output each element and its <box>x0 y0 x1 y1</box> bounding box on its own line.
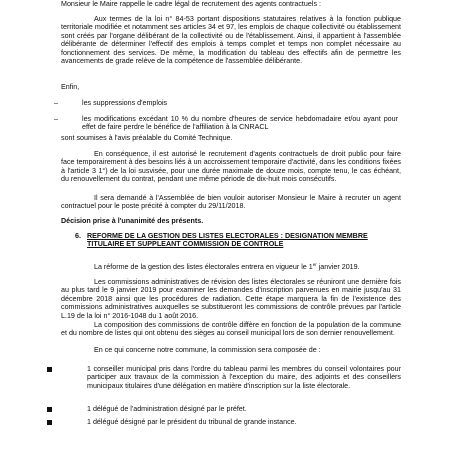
list-item <box>87 405 401 413</box>
list-item-text: 1 délégué désigné par le président du tribunal de grande instance. <box>87 418 297 426</box>
section-number: 6. <box>75 232 81 240</box>
list-item <box>87 418 401 426</box>
paragraph-intro: Monsieur le Maire rappelle le cadre légal de recrutement des agents contractuels : <box>61 0 321 8</box>
list-item-text: 1 délégué de l'administration désigné par le préfet. <box>87 405 247 413</box>
paragraph-consequence: En conséquence, il est autorisé le recrutement d'agents contractuels de droit public pour faire face temporairement à des besoins liés à un accroissement temporaire d'activité, dans les conditions fixées à l'article 3 1°) de la loi susvisée, pour une durée maximale de douze mois, compte tenu, le cas échéant, du renouvellement du contrat, pendant une même période de dix-huit mois consécutifs. <box>61 150 401 184</box>
paragraph-commissions: Les commissions administratives de révision des listes électorales se réuniront une dernière fois au plus tard le 9 janvier 2019 pour examiner les demandes d'inscription parvenues en mairie jusqu'au 31 décembre 2018 ainsi que les procédures de radiation. Cette étape marquera la fin de l'existence des commissions administratives auxquelles se substitueront les commissions de contrôle prévues par l'article L.19 de la loi n° 2016-1048 du 1 août 2016. <box>61 278 401 320</box>
paragraph-notre-commune: En ce qui concerne notre commune, la commission sera composée de : <box>94 346 321 354</box>
dash-item-text: les suppressions d'emplois <box>82 99 168 107</box>
decision-statement: Décision prise à l'unanimité des présents. <box>61 217 204 225</box>
dash-item-text: les modifications excédant 10 % du nombre d'heures de service hebdomadaire et/ou ayant pour effet de faire perdre le bénéfice de l'affiliation à la CNRACL <box>82 115 398 132</box>
section-6-heading <box>75 232 401 249</box>
document-page: Monsieur le Maire rappelle le cadre légal de recrutement des agents contractuels : Aux termes de la loi n° 84-53 portant dispositions statutaires relatives à la fonction publique territoriale modifiée et notamment ses articles 34 et 97, les emplois de chaque collectivité ou établissement sont créés par l'organe délibérant de la collectivité ou de l'établissement. Ainsi, il appartient à l'assemblée délibérante de déterminer l'effectif des emplois à temps complet et temps non complet nécessaire au fonctionnement des services. De même, la modification du tableau des effectifs afin de permettre les avancements de grade relève de la compétence de l'assemblée délibérante. Enfin, – les suppressions d'emplois – les modifications excédant 10 % du nombre d'heures de service hebdomadaire et/ou ayant pour effet de faire perdre le bénéfice de l'affiliation à la CNRACL sont soumises à l'avis préalable du Comité Technique. En conséquence, il est autorisé le recrutement d'agents contractuels de droit public pour faire face temporairement à des besoins liés à un accroissement temporaire d'activité, dans les conditions fixées à l'article 3 1°) de la loi susvisée, pour une durée maximale de douze mois, compte tenu, le cas échéant, du renouvellement du contrat, pendant une même période de dix-huit mois consécutifs. Il sera demandé à l'Assemblée de bien vouloir autoriser Monsieur le Maire à recruter un agent contractuel pour le poste précité à compter du 29/11/2018. Décision prise à l'unanimité des présents. 6. REFORME DE LA GESTION DES LISTES ELECTORALES : DESIGNATION MEMBRE TITULAIRE ET SUPPLEANT COMMISSION DE CONTROLE La réforme de la gestion des listes électorales entrera en vigueur le 1er janvier 2019. Les commissions administratives de révision des listes électorales se réuniront une dernière fois au plus tard le 9 janvier 2019 pour examiner les demandes d'inscription parvenues en mairie jusqu'au 31 décembre 2018 ainsi que les procédures de radiation. Cette étape marquera la fin de l'existence des commissions administratives auxquelles se substitueront les commissions de contrôle prévues par l'article L.19 de la loi n° 2016-1048 du 1 août 2016. La composition des commissions de contrôle diffère en fonction de la population de la commune et du nombre de listes qui ont obtenu des sièges au conseil municipal lors de son dernier renouvellement. En ce qui concerne notre commune, la commission sera composée de : 1 conseiller municipal pris dans l'ordre du tableau parmi les membres du conseil volontaires pour participer aux travaux de la commission à l'exception du maire, des adjoints et des conseillers municipaux titulaires d'une délégation en matière d'inscription sur la liste électorale. 1 délégué de l'administration désigné par le préfet. 1 délégué désigné par le président du tribunal de grande instance. <box>0 0 450 450</box>
paragraph-composition: La composition des commissions de contrôle diffère en fonction de la population de la commune et du nombre de listes qui ont obtenu des sièges au conseil municipal lors de son dernier renouvellement. <box>61 321 401 338</box>
paragraph-enfin: Enfin, <box>61 83 80 91</box>
section-title: REFORME DE LA GESTION DES LISTES ELECTORALES : DESIGNATION MEMBRE TITULAIRE ET SUPPLEANT COMMISSION DE CONTROLE <box>87 232 368 249</box>
list-item <box>87 365 401 390</box>
list-item-text: 1 conseiller municipal pris dans l'ordre du tableau parmi les membres du conseil volontaires pour participer aux travaux de la commission à l'exception du maire, des adjoints et des conseillers municipaux titulaires d'une délégation en matière d'inscription sur la liste électorale. <box>87 365 401 390</box>
square-bullet-icon <box>47 367 52 372</box>
paragraph-reforme-date: La réforme de la gestion des listes électorales entrera en vigueur le 1er janvier 2019. <box>94 262 360 271</box>
square-bullet-icon <box>47 407 52 412</box>
square-bullet-icon <box>47 420 52 425</box>
paragraph-comite-technique: sont soumises à l'avis préalable du Comité Technique. <box>61 134 233 142</box>
paragraph-demande-assemblee: Il sera demandé à l'Assemblée de bien vouloir autoriser Monsieur le Maire à recruter un agent contractuel pour le poste précité à compter du 29/11/2018. <box>61 194 401 211</box>
paragraph-legal-framework: Aux termes de la loi n° 84-53 portant dispositions statutaires relatives à la fonction publique territoriale modifiée et notamment ses articles 34 et 97, les emplois de chaque collectivité ou établissement sont créés par l'organe délibérant de la collectivité ou de l'établissement. Ainsi, il appartient à l'assemblée délibérante de déterminer l'effectif des emplois à temps complet et temps non complet nécessaire au fonctionnement des services. De même, la modification du tableau des effectifs afin de permettre les avancements de grade relève de la compétence de l'assemblée délibérante. <box>61 15 401 66</box>
